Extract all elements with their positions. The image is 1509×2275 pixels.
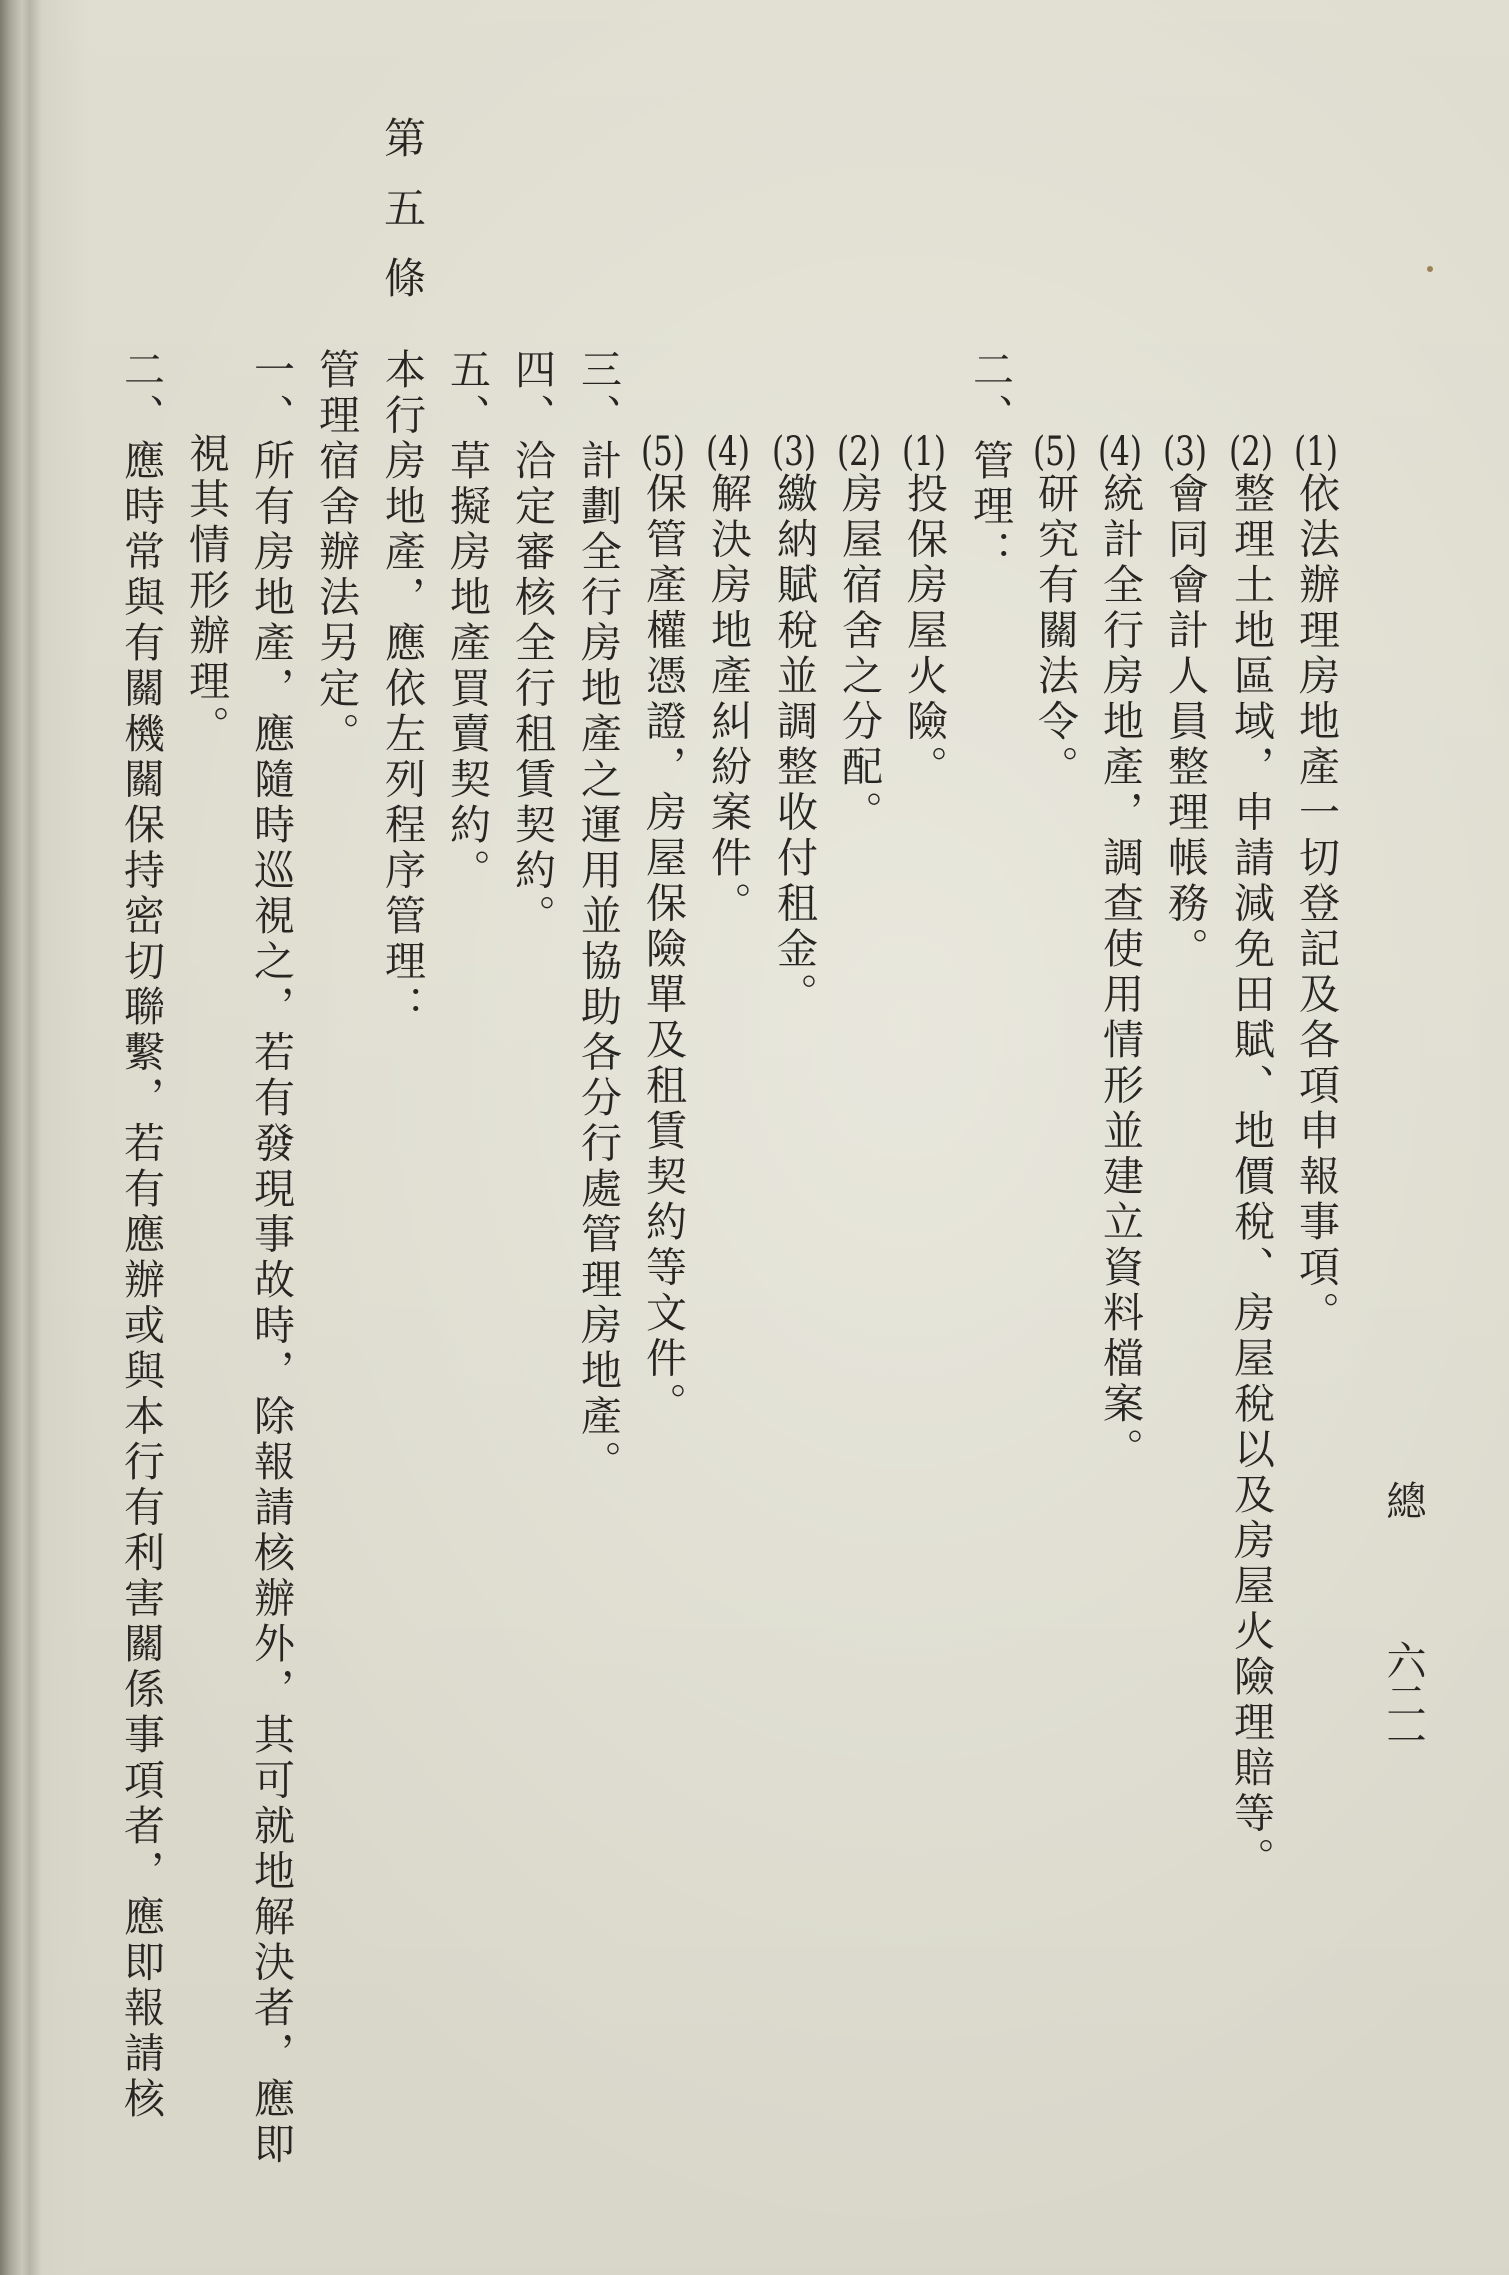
page-number: 六二一 (1380, 1640, 1426, 1760)
management-item-4 (703, 432, 753, 927)
management-item-3 (769, 432, 819, 1018)
clause-4: 四、洽定審核全行租賃契約。 (508, 348, 556, 940)
item-text: 解決房地產糾紛案件。 (704, 472, 752, 927)
article-5-item-2: 二、應時常與有關機關保持密切聯繫，若有應辦或與本行有利害關係事項者，應即報請核 (117, 348, 165, 2123)
item-text: 房屋宿舍之分配。 (835, 472, 883, 836)
item-marker: (1) (1294, 432, 1338, 472)
item-marker: (2) (837, 432, 881, 472)
management-item-2 (834, 432, 884, 836)
item-text: 依法辦理房地產一切登記及各項申報事項。 (1292, 472, 1340, 1337)
item-marker: (2) (1229, 432, 1273, 472)
ink-speck (1427, 266, 1433, 272)
clause-5: 五、草擬房地產買賣契約。 (443, 348, 491, 894)
page-binding-shadow (0, 0, 90, 2275)
duty-item-4 (1095, 432, 1145, 1473)
management-heading: 二、管理： (966, 348, 1014, 576)
item-marker: (5) (1033, 432, 1077, 472)
article-5-item-1-continuation: 視其情形辦理。 (182, 432, 230, 751)
duty-item-5 (1030, 432, 1080, 791)
clause-3: 三、計劃全行房地產之運用並協助各分行處管理房地產。 (574, 348, 622, 1486)
article-5-item-1: 一、所有房地產，應隨時巡視之，若有發現事故時，除報請核辦外，其可就地解決者，應即 (247, 348, 295, 2168)
article-5-intro: 本行房地產，應依左列程序管理： (378, 348, 426, 1031)
article-5-note: 管理宿舍辦法另定。 (312, 348, 360, 758)
section-label: 總 (1380, 1480, 1426, 1520)
item-marker: (4) (706, 432, 750, 472)
item-marker: (1) (902, 432, 946, 472)
duty-item-3 (1160, 432, 1210, 973)
item-marker: (3) (1163, 432, 1207, 472)
item-text: 研究有關法令。 (1031, 472, 1079, 791)
management-item-5 (638, 432, 688, 1428)
item-text: 繳納賦稅並調整收付租金。 (770, 472, 818, 1018)
item-marker: (5) (641, 432, 685, 472)
management-item-1 (899, 432, 949, 791)
article-5-label: 第五條 (378, 116, 427, 326)
item-text: 會同會計人員整理帳務。 (1161, 472, 1209, 973)
item-text: 整理土地區域，申請減免田賦、地價稅、房屋稅以及房屋火險理賠等。 (1227, 472, 1275, 1883)
duty-item-2 (1226, 432, 1276, 1883)
item-marker: (3) (772, 432, 816, 472)
duty-item-1 (1291, 432, 1341, 1337)
item-marker: (4) (1098, 432, 1142, 472)
item-text: 保管產權憑證，房屋保險單及租賃契約等文件。 (639, 472, 687, 1428)
item-text: 投保房屋火險。 (900, 472, 948, 791)
item-text: 統計全行房地產，調查使用情形並建立資料檔案。 (1096, 472, 1144, 1473)
